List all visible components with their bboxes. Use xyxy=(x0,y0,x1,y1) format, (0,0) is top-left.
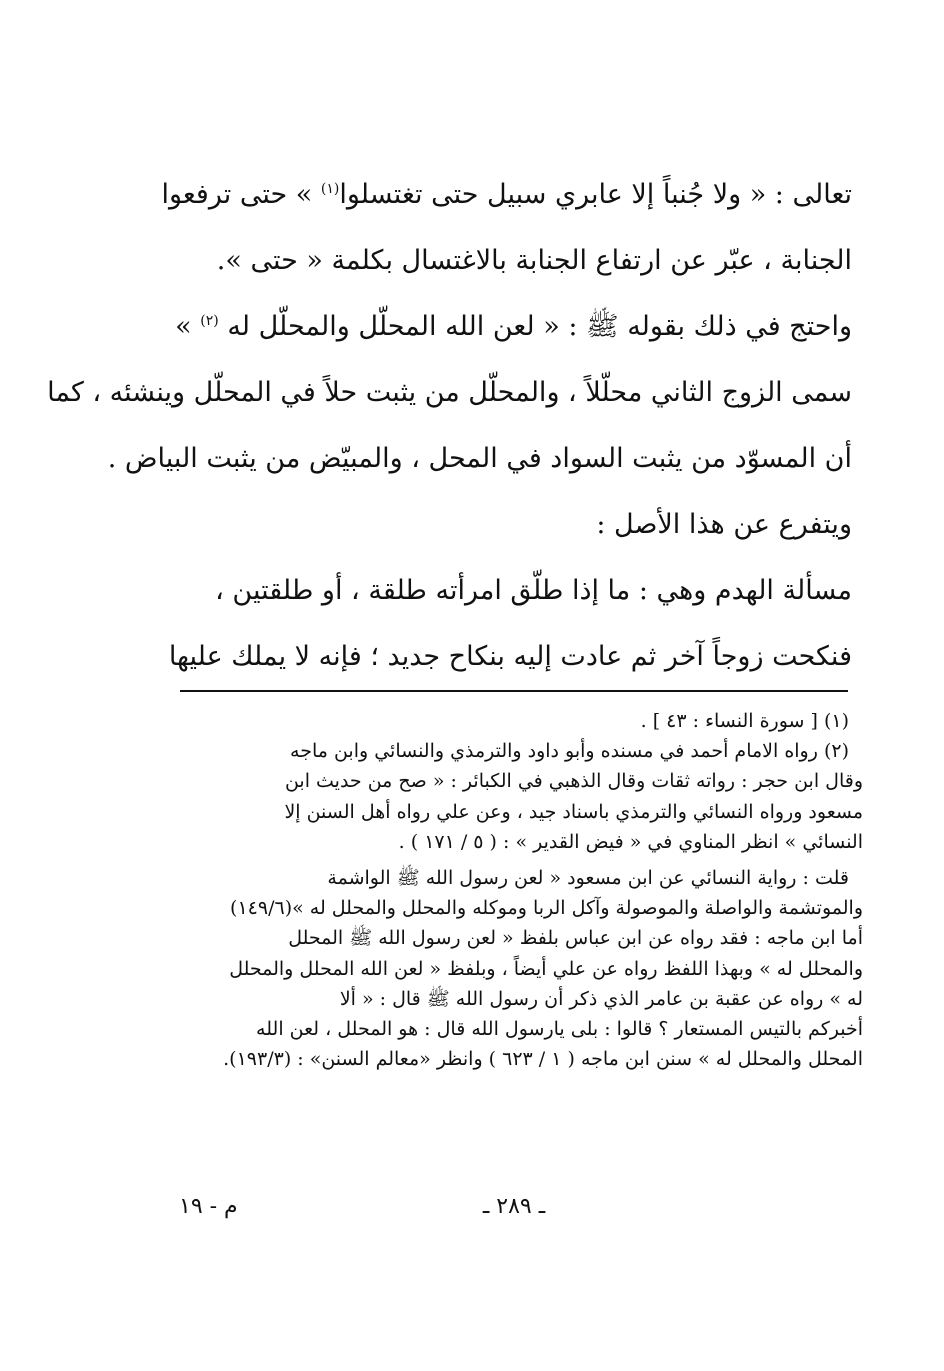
footnote-line: أما ابن ماجه : فقد رواه عن ابن عباس بلفظ « لعن رسول الله ﷺ المحلل xyxy=(288,927,863,950)
footnote-line: والمحلل له » وبهذا اللفظ رواه عن علي أيضاً ، وبلفظ « لعن الله المحلل والمحلل xyxy=(229,957,863,980)
page-footer xyxy=(165,1194,863,1226)
footnote-line: وقال ابن حجر : رواته ثقات وقال الذهبي في الكبائر : « صح من حديث ابن xyxy=(284,770,863,793)
footnote-2: (٢) رواه الامام أحمد في مسنده وأبو داود والترمذي والنسائي وابن ماجه xyxy=(290,740,849,763)
footnote-line: والموتشمة والواصلة والموصولة وآكل الربا وموكله والمحلل والمحلل له »(١٤٩/٦) xyxy=(230,897,863,920)
paragraph-4 xyxy=(168,558,852,690)
footnote-ref-1[interactable]: (١) xyxy=(320,181,340,197)
footnote-line: مسعود ورواه النسائي والترمذي باسناد جيد ، وعن علي رواه أهل السنن إلا xyxy=(284,800,863,823)
footnote-ref-2[interactable]: (٢) xyxy=(200,313,219,329)
text-line: الجنابة ، عبّر عن ارتفاع الجنابة بالاغتسال بكلمة « حتى ». xyxy=(216,245,852,276)
footnote-line: له » رواه عن عقبة بن عامر الذي ذكر أن رسول الله ﷺ قال : « ألا xyxy=(339,987,863,1010)
text-line: مسألة الهدم وهي : ما إذا طلّق امرأته طلقة ، أو طلقتين ، xyxy=(215,575,852,606)
footnote-line: قلت : رواية النسائي عن ابن مسعود « لعن رسول الله ﷺ الواشمة xyxy=(327,867,849,890)
footnote-1: (١) [ سورة النساء : ٤٣ ] . xyxy=(640,710,849,732)
text-line: ويتفرع عن هذا الأصل : xyxy=(596,509,852,540)
text-line: سمى الزوج الثاني محلّلاً ، والمحلّل من يثبت حلاً في المحلّل وينشئه ، كما xyxy=(47,377,852,408)
paragraph-2 xyxy=(47,294,852,492)
paragraph-3 xyxy=(180,492,852,558)
paragraph-1 xyxy=(161,162,852,294)
footnotes-section xyxy=(165,706,863,1074)
text-line: فنكحت زوجاً آخر ثم عادت إليه بنكاح جديد ؛ فإنه لا يملك عليها xyxy=(168,641,852,672)
text-line: أن المسوّد من يثبت السواد في المحل ، والمبيّض من يثبت البياض . xyxy=(107,443,852,474)
page-number: ـ ٢٨٩ ـ xyxy=(482,1194,546,1219)
footnote-line: المحلل والمحلل له » سنن ابن ماجه ( ١ / ٦٢٣ ) وانظر «معالم السنن» : (١٩٣/٣). xyxy=(223,1048,863,1071)
footnote-line: أخبركم بالتيس المستعار ؟ قالوا : بلى يارسول الله قال : هو المحلل ، لعن الله xyxy=(256,1018,863,1041)
footnote-line: النسائي » انظر المناوي في « فيض القدير » : ( ٥ / ١٧١ ) . xyxy=(398,830,863,853)
text-line: واحتج في ذلك بقوله ﷺ : « لعن الله المحلّل والمحلّل له $^{(٢)}$ » xyxy=(175,311,852,342)
signature-mark: م - ١٩ xyxy=(179,1194,238,1219)
footnote-divider xyxy=(180,690,848,692)
text-line: تعالى : « ولا جُنباً إلا عابري سبيل حتى تغتسلوا$^{(١)}$ » حتى ترفعوا xyxy=(161,179,852,210)
main-body-text xyxy=(47,162,852,690)
